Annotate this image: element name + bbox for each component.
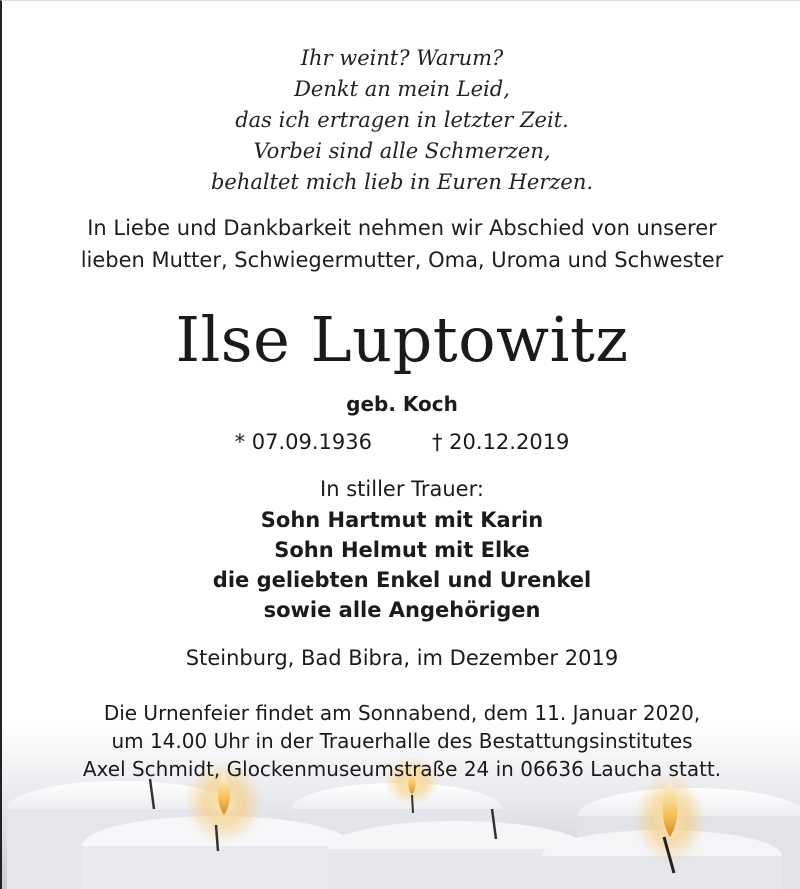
mourners-list [2, 505, 800, 625]
mourner-entry: Sohn Hartmut mit Karin [260, 508, 544, 532]
poem-line: behaltet mich lieb in Euren Herzen. [210, 170, 594, 194]
poem [2, 43, 800, 198]
deceased-name: Ilse Luptowitz [175, 303, 629, 376]
place-and-date: Steinburg, Bad Bibra, im Dezember 2019 [185, 646, 619, 670]
funeral-notice [2, 699, 800, 783]
mourning-label: In stiller Trauer: [320, 477, 484, 501]
poem-line: Ihr weint? Warum? [300, 46, 504, 70]
poem-line: Denkt an mein Leid, [294, 77, 510, 101]
maiden-name: geb. Koch [346, 392, 458, 416]
notice-line: Die Urnenfeier findet am Sonnabend, dem 11. Januar 2020, [103, 701, 701, 725]
farewell-intro [2, 212, 800, 276]
intro-line: lieben Mutter, Schwiegermutter, Oma, Uroma und Schwester [80, 248, 724, 272]
mourner-entry: sowie alle Angehörigen [263, 598, 541, 622]
mourner-entry: die geliebten Enkel und Urenkel [212, 568, 592, 592]
birth-date: * 07.09.1936 [234, 430, 372, 454]
notice-line: um 14.00 Uhr in der Trauerhalle des Bestattungsinstitutes [111, 729, 693, 753]
intro-line: In Liebe und Dankbarkeit nehmen wir Abschied von unserer [87, 216, 717, 240]
death-date: † 20.12.2019 [432, 430, 570, 454]
life-dates [2, 426, 800, 458]
poem-line: das ich ertragen in letzter Zeit. [235, 108, 569, 132]
notice-line: Axel Schmidt, Glockenmuseumstraße 24 in 06636 Laucha statt. [82, 757, 722, 781]
poem-line: Vorbei sind alle Schmerzen, [253, 139, 551, 163]
mourner-entry: Sohn Helmut mit Elke [274, 538, 530, 562]
